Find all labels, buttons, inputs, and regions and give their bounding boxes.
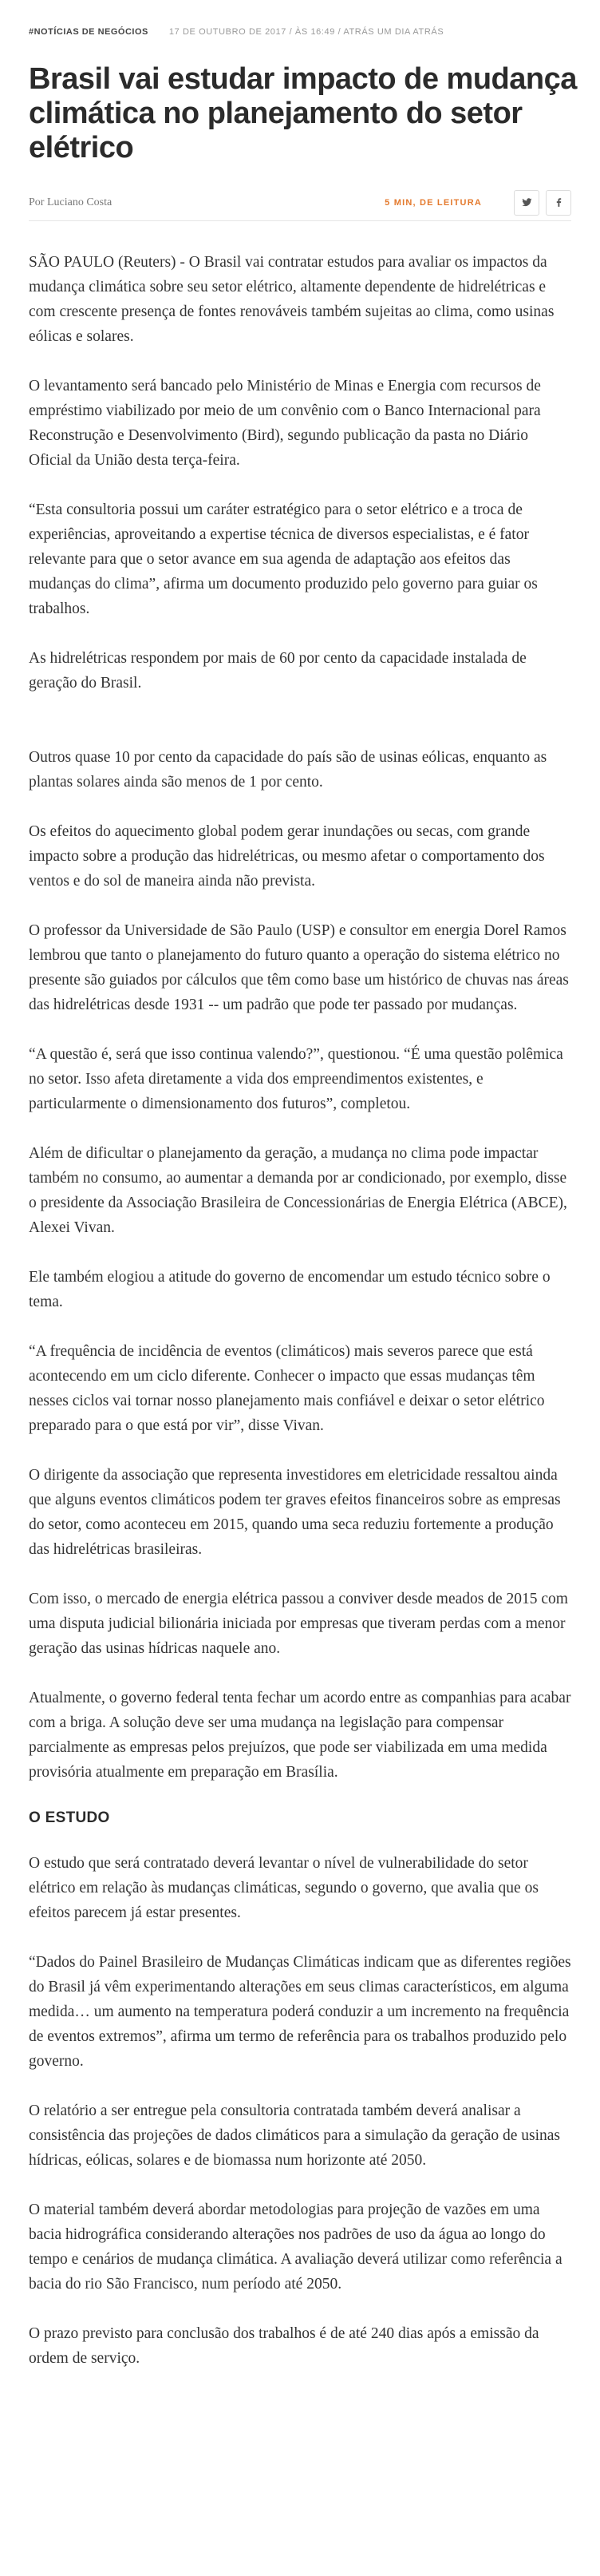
share-buttons bbox=[514, 190, 571, 216]
paragraph: O levantamento será bancado pelo Ministério de Minas e Energia com recursos de empréstimo viabilizado por meio de um convênio com o Banco Internacional para Reconstrução e Desenvolvimento (Bird), segundo publicação da pasta no Diário Oficial da União desta terça-feira. bbox=[29, 378, 541, 469]
facebook-icon bbox=[554, 197, 564, 208]
article-body bbox=[29, 250, 571, 2371]
paragraph: Os efeitos do aquecimento global podem gerar inundações ou secas, com grande impacto sobre a produção das hidrelétricas, ou mesmo afetar o comportamento dos ventos e do sol de maneira ainda não prevista. bbox=[29, 823, 545, 890]
share-twitter-button[interactable] bbox=[514, 190, 539, 216]
share-facebook-button[interactable] bbox=[546, 190, 571, 216]
paragraph: “A frequência de incidência de eventos (climáticos) mais severos parece que está acontecendo em um ciclo diferente. Conhecer o impacto que essas mudanças têm nesses ciclos vai tornar nosso planejamento mais confiável e deixar o setor elétrico preparado para o que está por vir”, disse Vivan. bbox=[29, 1343, 545, 1434]
paragraph: O relatório a ser entregue pela consultoria contratada também deverá analisar a consistência das projeções de dados climáticos para a simulação da geração de usinas hídricas, eólicas, solares e de biomassa num horizonte até 2050. bbox=[29, 2102, 560, 2169]
paragraph: SÃO PAULO (Reuters) - O Brasil vai contratar estudos para avaliar os impactos da mudança climática sobre seu setor elétrico, altamente dependente de hidrelétricas e com crescente presença de fontes renováveis também sujeitas ao clima, como usinas eólicas e solares. bbox=[29, 254, 555, 345]
category-link[interactable]: #NOTÍCIAS DE NEGÓCIOS bbox=[29, 27, 148, 37]
paragraph: O dirigente da associação que representa investidores em eletricidade ressaltou ainda que alguns eventos climáticos podem ter graves efeitos financeiros sobre as empresas do setor, como aconteceu em 2015, quando uma seca reduziu fortemente a produção das hidrelétricas brasileiras. bbox=[29, 1467, 561, 1558]
paragraph: O professor da Universidade de São Paulo (USP) e consultor em energia Dorel Ramos lembrou que tanto o planejamento do futuro quanto a operação do sistema elétrico no presente são guiados por cálculos que têm como base um histórico de chuvas nas áreas das hidrelétricas desde 1931 -- um padrão que pode ter passado por mudanças. bbox=[29, 922, 569, 1013]
read-time: 5 MIN, DE LEITURA bbox=[385, 197, 482, 208]
section-heading: O ESTUDO bbox=[29, 1809, 110, 1826]
paragraph: Ele também elogiou a atitude do governo de encomendar um estudo técnico sobre o tema. bbox=[29, 1269, 551, 1310]
paragraph: “A questão é, será que isso continua valendo?”, questionou. “É uma questão polêmica no setor. Isso afeta diretamente a vida dos empreendimentos existentes, e particularmente o dimensionamento dos futuros”, completou. bbox=[29, 1046, 563, 1112]
paragraph: “Dados do Painel Brasileiro de Mudanças Climáticas indicam que as diferentes regiões do Brasil já vêm experimentando alterações em seus climas característicos, em alguma medida… um aumento na temperatura poderá conduzir a um incremento na frequência de eventos extremos”, afirma um termo de referência para os trabalhos produzido pelo governo. bbox=[29, 1954, 571, 2070]
paragraph: Atualmente, o governo federal tenta fechar um acordo entre as companhias para acabar com a briga. A solução deve ser uma mudança na legislação para compensar parcialmente as empresas pelos prejuízos, que pode ser viabilizada em uma medida provisória atualmente em preparação em Brasília. bbox=[29, 1690, 571, 1781]
publish-datetime: 17 DE OUTUBRO DE 2017 / ÀS 16:49 / ATRÁS UM DIA ATRÁS bbox=[168, 27, 444, 37]
paragraph: Outros quase 10 por cento da capacidade do país são de usinas eólicas, enquanto as plantas solares ainda são menos de 1 por cento. bbox=[29, 749, 547, 791]
paragraph: “Esta consultoria possui um caráter estratégico para o setor elétrico e a troca de experiências, aproveitando a expertise técnica de diversos especialistas, e é fator relevante para que o setor avance em sua agenda de adaptação aos efeitos das mudanças do clima”, afirma um documento produzido pelo governo para guiar os trabalhos. bbox=[29, 501, 538, 617]
paragraph: O material também deverá abordar metodologias para projeção de vazões em uma bacia hidrográfica considerando alterações nos padrões de uso da água ao longo do tempo e cenários de mudança climática. A avaliação deverá utilizar como referência a bacia do rio São Francisco, num período até 2050. bbox=[29, 2201, 562, 2293]
paragraph: Com isso, o mercado de energia elétrica passou a conviver desde meados de 2015 com uma disputa judicial bilionária iniciada por empresas que tiveram perdas com a menor geração das usinas hídricas naquele ano. bbox=[29, 1591, 568, 1657]
author-byline: Por Luciano Costa bbox=[29, 196, 112, 208]
twitter-icon bbox=[522, 197, 532, 208]
paragraph: As hidrelétricas respondem por mais de 60 por cento da capacidade instalada de geração do Brasil. bbox=[29, 650, 527, 692]
article-meta bbox=[29, 26, 571, 38]
paragraph: Além de dificultar o planejamento da geração, a mudança no clima pode impactar também no consumo, ao aumentar a demanda por ar condicionado, por exemplo, disse o presidente da Associação Brasileira de Concessionárias de Energia Elétrica (ABCE), Alexei Vivan. bbox=[29, 1145, 567, 1236]
paragraph: O prazo previsto para conclusão dos trabalhos é de até 240 dias após a emissão da ordem de serviço. bbox=[29, 2325, 539, 2367]
paragraph: O estudo que será contratado deverá levantar o nível de vulnerabilidade do setor elétrico em relação às mudanças climáticas, segundo o governo, que avalia que os efeitos parecem já estar presentes. bbox=[29, 1855, 539, 1921]
byline-row bbox=[29, 189, 571, 221]
article bbox=[29, 0, 577, 2396]
article-headline: Brasil vai estudar impacto de mudança climática no planejamento do setor elétrico bbox=[29, 62, 577, 164]
